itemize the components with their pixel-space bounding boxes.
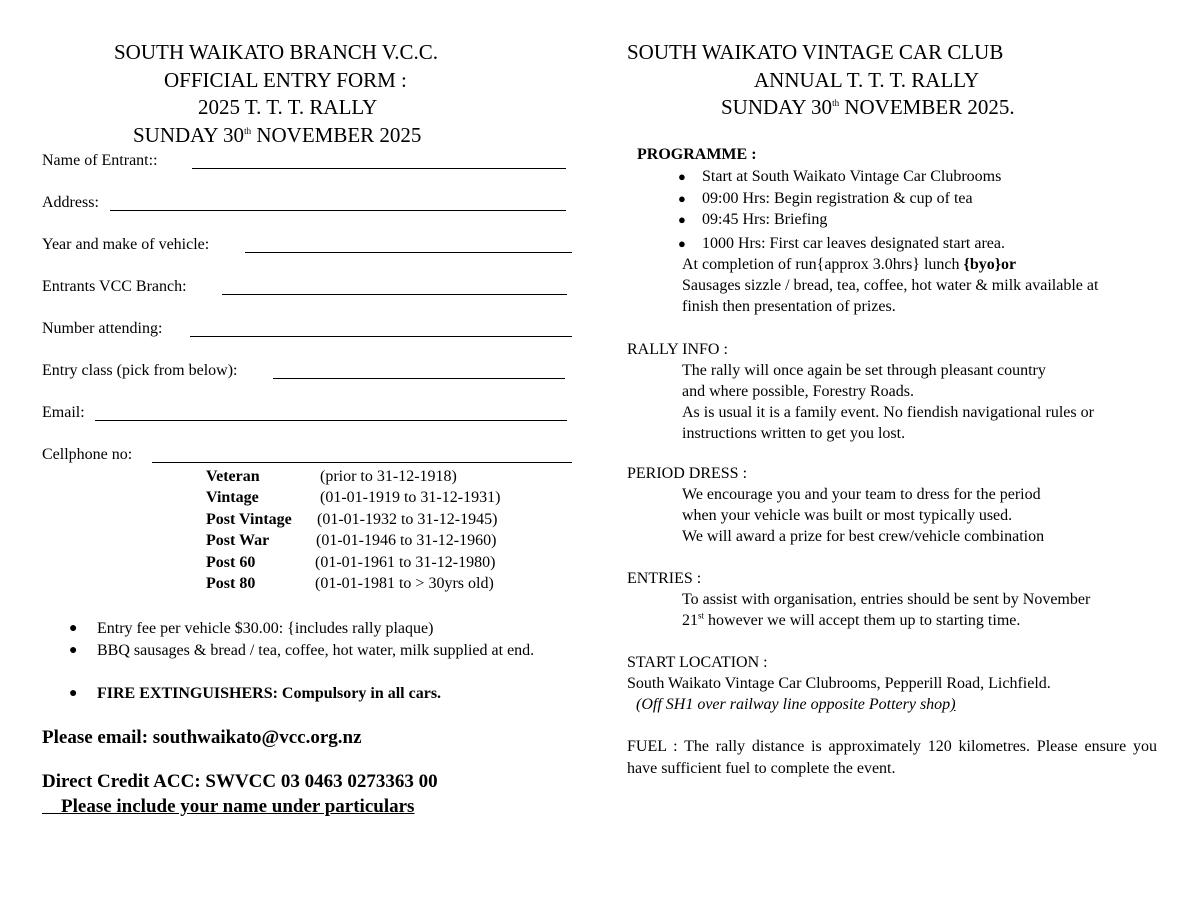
class-name: Veteran [206,468,260,485]
period-dress-line: We will award a prize for best crew/vehicle combination [682,528,1045,545]
period-dress-line: when your vehicle was built or most typically used. [682,507,1013,524]
email-contact: Please email: southwaikato@vcc.org.nz [42,727,362,748]
start-location-address: South Waikato Vintage Car Clubrooms, Pepperill Road, Lichfield. [627,675,1051,692]
programme-item-text: 09:00 Hrs: Begin registration & cup of tea [702,190,973,207]
programme-item-text: Start at South Waikato Vintage Car Clubrooms [702,168,1002,185]
class-range: (01-01-1932 to 31-12-1945) [317,511,498,528]
class-name: Post 60 [206,554,256,571]
entries-line-1: To assist with organisation, entries should be sent by November [682,591,1091,608]
class-row [206,468,260,486]
class-range: (01-01-1946 to 31-12-1960) [316,532,497,549]
programme-item [678,209,828,231]
programme-item-text: 1000 Hrs: First car leaves designated start area. [702,235,1006,252]
class-row [206,575,255,593]
period-dress-line: We encourage you and your team to dress for the period [682,486,1041,503]
entries-date: 21 [682,612,698,629]
cellphone-label: Cellphone no: [42,446,133,463]
form-date-line [133,123,421,148]
period-dress-heading: PERIOD DRESS : [627,465,748,482]
bullet-icon: ● [678,212,686,227]
start-location-directions [636,694,956,716]
bullet-fire-extinguishers [69,684,567,704]
class-row [206,489,259,507]
programme-item [678,188,973,210]
class-row [206,511,292,529]
start-location-heading: START LOCATION : [627,654,768,671]
bullet-text: Entry fee per vehicle $30.00: {includes rally plaque) [97,620,434,637]
class-name: Post 80 [206,575,256,592]
address-label: Address: [42,194,99,211]
number-attending-input[interactable] [190,336,572,337]
form-title-line-2: OFFICIAL ENTRY FORM : [164,68,407,92]
entries-heading: ENTRIES : [627,570,702,587]
name-of-entrant-label: Name of Entrant:: [42,152,158,169]
rally-info-line: and where possible, Forestry Roads. [682,383,914,400]
date-day: SUNDAY 30 [133,123,245,147]
class-range: (01-01-1981 to > 30yrs old) [315,575,494,592]
directions-text: (Off SH1 over railway line opposite Pottery shop [636,696,951,713]
form-title-line-3: 2025 T. T. T. RALLY [198,95,378,119]
date-month-year: NOVEMBER 2025. [839,95,1015,119]
programme-note-line-3: finish then presentation of prizes. [682,298,896,315]
form-title-line-1: SOUTH WAIKATO BRANCH V.C.C. [114,40,439,64]
class-name: Post War [206,532,270,549]
bullet-text: BBQ sausages & bread / tea, coffee, hot water, milk supplied at end. [97,642,535,659]
programme-item-text: 09:45 Hrs: Briefing [702,211,828,228]
programme-note-bold: {byo}or [963,256,1017,273]
entry-class-label: Entry class (pick from below): [42,362,238,379]
entry-class-input[interactable] [273,378,565,379]
date-month-year: NOVEMBER 2025 [251,123,422,147]
rally-info-line: As is usual it is a family event. No fiendish navigational rules or [682,404,1094,421]
entries-date-suffix: st [698,610,705,621]
bullet-icon: ● [69,621,78,636]
rally-info-heading: RALLY INFO : [627,341,728,358]
class-row [206,532,269,550]
bullet-text: FIRE EXTINGUISHERS: Compulsory in all cars. [97,685,442,702]
address-input[interactable] [110,210,566,211]
bullet-icon: ● [678,236,686,251]
class-name: Post Vintage [206,511,292,528]
email-label: Email: [42,404,85,421]
entries-text: however we will accept them up to starting time. [704,612,1021,629]
date-suffix: th [244,126,252,136]
entries-line-2 [682,610,1020,632]
cellphone-input[interactable] [152,462,572,463]
bullet-entry-fee [69,619,567,639]
programme-heading: PROGRAMME : [637,146,757,163]
rally-info-line: The rally will once again be set through pleasant country [682,362,1046,379]
name-of-entrant-input[interactable] [192,168,566,169]
bullet-icon: ● [678,191,686,206]
directions-close: ) [950,696,956,713]
vcc-branch-input[interactable] [222,294,567,295]
date-suffix: th [832,98,840,108]
programme-note-line-2: Sausages sizzle / bread, tea, coffee, hot water & milk available at [682,277,1099,294]
date-day: SUNDAY 30 [721,95,833,119]
bullet-icon: ● [69,643,78,658]
class-name: Vintage [206,489,259,506]
bullet-bbq [69,641,567,661]
bullet-icon: ● [678,169,686,184]
vehicle-input[interactable] [245,252,572,253]
class-range: (prior to 31-12-1918) [320,468,457,485]
programme-item [678,233,1006,255]
class-range: (01-01-1961 to 31-12-1980) [315,554,496,571]
vcc-branch-label: Entrants VCC Branch: [42,278,187,295]
rally-info-line: instructions written to get you lost. [682,425,906,442]
number-attending-label: Number attending: [42,320,163,337]
bullet-icon: ● [69,686,78,701]
include-name-note: Please include your name under particulars [42,796,415,817]
class-range: (01-01-1919 to 31-12-1931) [320,489,501,506]
class-row [206,554,255,572]
club-title: SOUTH WAIKATO VINTAGE CAR CLUB [627,40,1004,64]
programme-note-text: At completion of run{approx 3.0hrs} lunch [682,256,964,273]
rally-title: ANNUAL T. T. T. RALLY [754,68,980,92]
direct-credit: Direct Credit ACC: SWVCC 03 0463 0273363 00 [42,771,438,792]
rally-date [721,95,1015,120]
programme-note [682,254,1016,276]
programme-item [678,166,1002,188]
email-input[interactable] [95,420,567,421]
fuel-paragraph: FUEL : The rally distance is approximately 120 kilometres. Please ensure you have sufficient fuel to complete the event. [627,738,1157,777]
vehicle-label: Year and make of vehicle: [42,236,210,253]
